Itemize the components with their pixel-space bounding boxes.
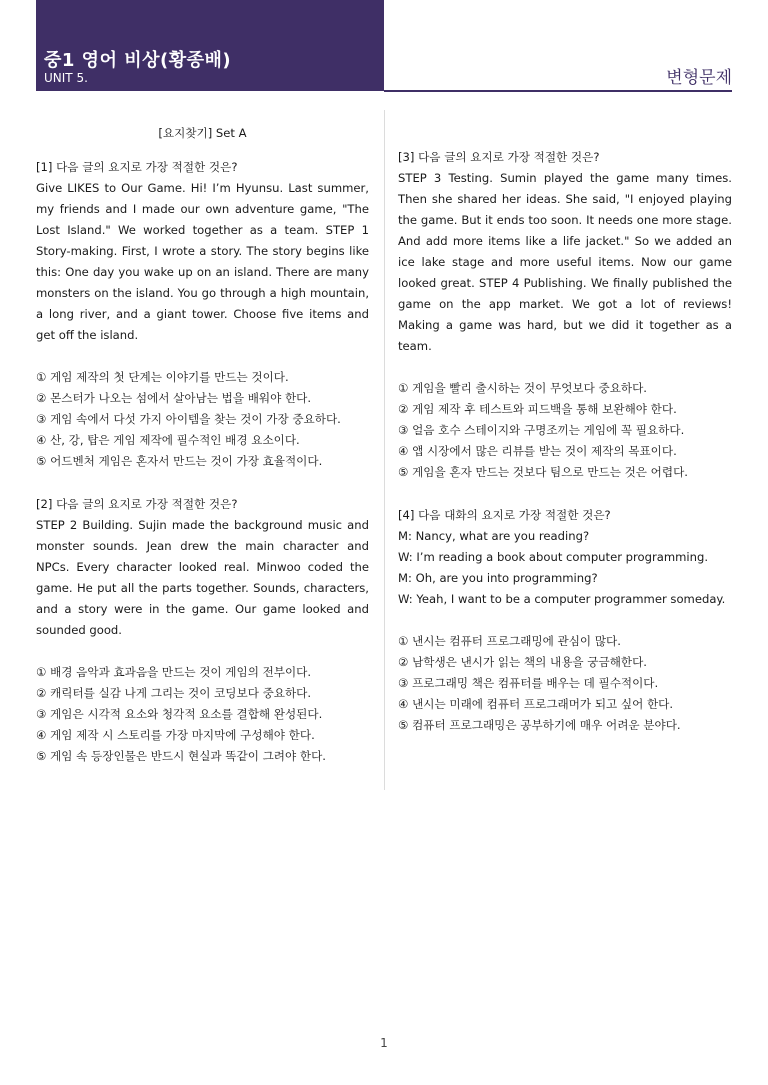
unit-label: UNIT 5. [44, 71, 88, 85]
set-label: [요지찾기] Set A [158, 126, 247, 140]
question-title: [2] 다음 글의 요지로 가장 적절한 것은? [36, 497, 238, 511]
question-2 [36, 494, 369, 767]
dialog-passage [398, 526, 732, 610]
left-column [36, 123, 369, 789]
right-column [398, 147, 732, 758]
column-divider [384, 110, 385, 790]
choice-5: ⑤ 어드벤처 게임은 혼자서 만드는 것이 가장 효율적이다. [36, 454, 323, 468]
choice-list [36, 367, 369, 472]
choice-4: ④ 낸시는 미래에 컴퓨터 프로그래머가 되고 싶어 한다. [398, 697, 674, 711]
question-passage [36, 178, 369, 346]
choice-5: ⑤ 게임을 혼자 만드는 것보다 팀으로 만드는 것은 어렵다. [398, 465, 688, 479]
choice-1: ① 배경 음악과 효과음을 만드는 것이 게임의 전부이다. [36, 665, 312, 679]
question-title: [3] 다음 글의 요지로 가장 적절한 것은? [398, 150, 600, 164]
choice-2: ② 캐릭터를 실감 나게 그리는 것이 코딩보다 중요하다. [36, 686, 312, 700]
choice-2: ② 남학생은 낸시가 읽는 책의 내용을 궁금해한다. [398, 655, 647, 669]
choice-list [36, 662, 369, 767]
question-passage [36, 515, 369, 641]
choice-4: ④ 앱 시장에서 많은 리뷰를 받는 것이 제작의 목표이다. [398, 444, 677, 458]
page-number: 1 [380, 1036, 388, 1050]
dialog-line: M: Nancy, what are you reading? [398, 529, 590, 543]
choice-4: ④ 게임 제작 시 스토리를 가장 마지막에 구성해야 한다. [36, 728, 315, 742]
passage-text: STEP 3 Testing. Sumin played the game many times. Then she shared her ideas. She said, "I enjoyed playing the game. But it ends too soon. It needs one more stage. And add more items like a life jacket." So we added an ice lake stage and more useful items. Now our game looked great. STEP 4 Publishing. We finally published the game on the app market. We got a lot of reviews! Making a game was hard, but we did it together as a team. [398, 171, 732, 353]
choice-list [398, 631, 732, 736]
choice-3: ③ 프로그래밍 책은 컴퓨터를 배우는 데 필수적이다. [398, 676, 659, 690]
header-rule [384, 90, 732, 92]
choice-1: ① 게임 제작의 첫 단계는 이야기를 만드는 것이다. [36, 370, 289, 384]
choice-3: ③ 얼음 호수 스테이지와 구명조끼는 게임에 꼭 필요하다. [398, 423, 685, 437]
passage-text: STEP 2 Building. Sujin made the background music and monster sounds. Jean drew the main character and NPCs. Every character looked real. Minwoo coded the game. He put all the parts together. Sounds, characters, and a story were in the game. Our game looked and sounded good. [36, 518, 369, 637]
question-passage [398, 168, 732, 357]
choice-5: ⑤ 게임 속 등장인물은 반드시 현실과 똑같이 그려야 한다. [36, 749, 326, 763]
dialog-line: W: Yeah, I want to be a computer programmer someday. [398, 592, 726, 606]
choice-2: ② 몬스터가 나오는 섬에서 살아남는 법을 배워야 한다. [36, 391, 312, 405]
question-4 [398, 505, 732, 736]
choice-list [398, 378, 732, 483]
choice-5: ⑤ 컴퓨터 프로그래밍은 공부하기에 매우 어려운 분야다. [398, 718, 681, 732]
section-label: 변형문제 [666, 68, 732, 88]
dialog-line: W: I’m reading a book about computer programming. [398, 550, 709, 564]
question-3 [398, 147, 732, 483]
choice-3: ③ 게임은 시각적 요소와 청각적 요소를 결합해 완성된다. [36, 707, 323, 721]
question-title: [1] 다음 글의 요지로 가장 적절한 것은? [36, 160, 238, 174]
choice-2: ② 게임 제작 후 테스트와 피드백을 통해 보완해야 한다. [398, 402, 677, 416]
document-title: 중1 영어 비상(황종배) [44, 50, 232, 71]
choice-1: ① 낸시는 컴퓨터 프로그래밍에 관심이 많다. [398, 634, 621, 648]
question-title: [4] 다음 대화의 요지로 가장 적절한 것은? [398, 508, 611, 522]
choice-1: ① 게임을 빨리 출시하는 것이 무엇보다 중요하다. [398, 381, 647, 395]
dialog-line: M: Oh, are you into programming? [398, 571, 598, 585]
question-1 [36, 157, 369, 472]
passage-text: Give LIKES to Our Game. Hi! I’m Hyunsu. Last summer, my friends and I made our own adventure game, "The Lost Island." We worked together as a team. STEP 1 Story-making. First, I wrote a story. The story begins like this: One day you wake up on an island. There are many monsters on the island. You go through a high mountain, a long river, and a giant tower. Choose five items and get off the island. [36, 181, 369, 342]
choice-4: ④ 산, 강, 탑은 게임 제작에 필수적인 배경 요소이다. [36, 433, 300, 447]
choice-3: ③ 게임 속에서 다섯 가지 아이템을 찾는 것이 가장 중요하다. [36, 412, 341, 426]
